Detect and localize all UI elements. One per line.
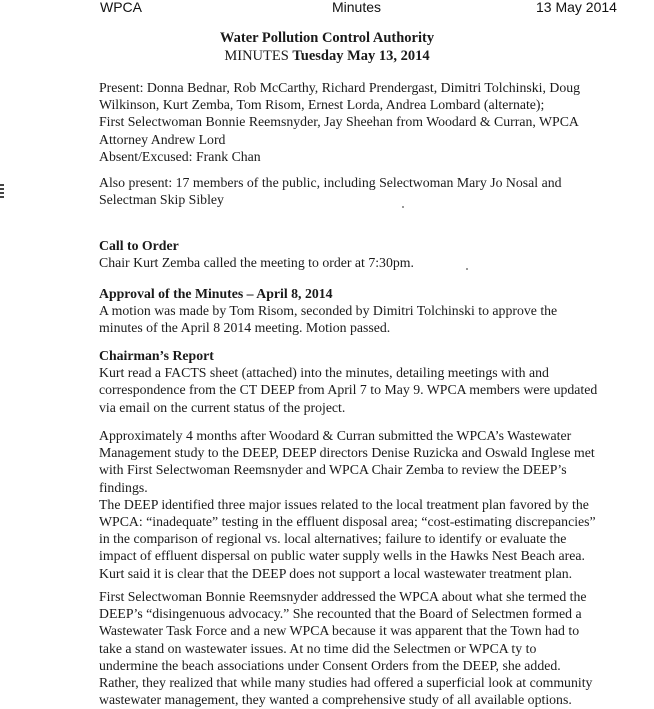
scan-edge-mark bbox=[0, 184, 4, 198]
also-present-line: Also present: 17 members of the public, including Selectwoman Mary Jo Nosal and bbox=[99, 175, 562, 190]
paragraph-line: with First Selectwoman Reemsnyder and WPCA Chair Zemba to review the DEEP’s bbox=[99, 462, 567, 478]
section-text-line: via email on the current status of the project. bbox=[99, 399, 346, 415]
paragraph-line: in the comparison of regional vs. local alternatives; failure to identify or evaluate the bbox=[99, 531, 567, 547]
document-title: Water Pollution Control Authority bbox=[219, 30, 435, 46]
approval-section bbox=[99, 285, 619, 337]
paragraph-line: Approximately 4 months after Woodard & Curran submitted the WPCA’s Wastewater bbox=[99, 428, 572, 443]
section-text-line: correspondence from the CT DEEP from April 7 to May 9. WPCA members were updated bbox=[99, 382, 598, 398]
attendance-line: Attorney Andrew Lord bbox=[99, 131, 226, 147]
meeting-date: Tuesday May 13, 2014 bbox=[292, 48, 430, 64]
attendance-line: Wilkinson, Kurt Zemba, Tom Risom, Ernest Lorda, Andrea Lombard (alternate); bbox=[99, 97, 545, 113]
paragraph-line: Wastewater Task Force and a new WPCA because it was apparent that the Town had to bbox=[99, 623, 580, 639]
section-text-line: Kurt read a FACTS sheet (attached) into the minutes, detailing meetings with and bbox=[99, 365, 549, 381]
paragraph-line: DEEP’s “disingenuous advocacy.” She recounted that the Board of Selectmen formed a bbox=[99, 606, 582, 622]
selectwoman-paragraph bbox=[99, 588, 619, 708]
attendance-section bbox=[99, 79, 619, 165]
paragraph-line: Kurt said it is clear that the DEEP does not support a local wastewater treatment plan. bbox=[99, 565, 573, 581]
header-org: WPCA bbox=[100, 0, 142, 15]
document-subtitle bbox=[0, 47, 654, 65]
chairmans-report-section bbox=[99, 347, 619, 416]
paragraph-line: First Selectwoman Bonnie Reemsnyder addressed the WPCA about what she termed the bbox=[99, 589, 587, 604]
section-heading: Approval of the Minutes – April 8, 2014 bbox=[99, 286, 333, 301]
absent-line: Absent/Excused: Frank Chan bbox=[99, 148, 261, 164]
attendance-line: Present: Donna Bednar, Rob McCarthy, Richard Prendergast, Dimitri Tolchinski, Doug bbox=[99, 80, 581, 95]
paragraph-line: wastewater management, they wanted a comprehensive study of all available options. bbox=[99, 692, 572, 708]
paragraph-line: impact of effluent dispersal on public water supply wells in the Hawks Nest Beach area. bbox=[99, 548, 585, 564]
section-text-line: minutes of the April 8 2014 meeting. Motion passed. bbox=[99, 320, 391, 336]
paragraph-line: Management study to the DEEP, DEEP directors Denise Ruzicka and Oswald Inglese met bbox=[99, 445, 595, 461]
subtitle-prefix: MINUTES bbox=[224, 48, 293, 64]
section-heading: Chairman’s Report bbox=[99, 348, 214, 363]
paragraph-line: WPCA: “inadequate” testing in the effluent disposal area; “cost-estimating discrepancies” bbox=[99, 514, 596, 530]
page-header bbox=[0, 0, 654, 18]
also-present-section bbox=[99, 174, 619, 208]
paragraph-line: Rather, they realized that while many studies had offered a superficial look at community bbox=[99, 675, 593, 691]
header-doc-type: Minutes bbox=[332, 0, 382, 15]
section-heading: Call to Order bbox=[99, 238, 179, 253]
paragraph-line: findings. bbox=[99, 479, 148, 495]
paragraph-line: undermine the beach associations under Consent Orders from the DEEP, she added. bbox=[99, 657, 561, 673]
attendance-line: First Selectwoman Bonnie Reemsnyder, Jay Sheehan from Woodard & Curran, WPCA bbox=[99, 114, 579, 130]
paragraph-line: take a stand on wastewater issues. At no time did the Selectmen or WPCA ty to bbox=[99, 640, 537, 656]
section-text-line: A motion was made by Tom Risom, seconded by Dimitri Tolchinski to approve the bbox=[99, 303, 558, 319]
call-to-order-section bbox=[99, 237, 619, 271]
header-date: 13 May 2014 bbox=[536, 0, 617, 15]
section-text-line: Chair Kurt Zemba called the meeting to order at 7:30pm. bbox=[99, 255, 414, 271]
also-present-line: Selectman Skip Sibley bbox=[99, 192, 224, 208]
deep-findings-paragraph bbox=[99, 427, 619, 582]
paragraph-line: The DEEP identified three major issues related to the local treatment plan favored by the bbox=[99, 496, 589, 512]
